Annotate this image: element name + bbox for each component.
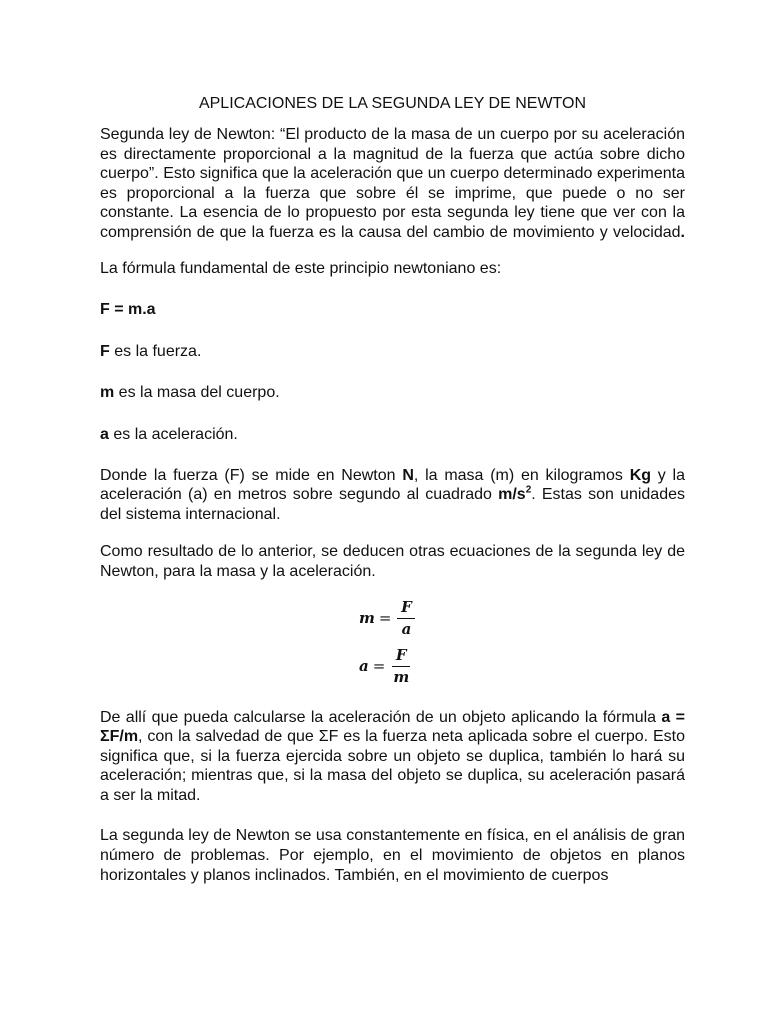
equation-lhs: m [359,608,375,627]
definition-text: es la fuerza. [109,342,202,360]
unit-newton: N [402,466,414,484]
calc-text: De allí que pueda calcularse la aceleración de un objeto aplicando la fórmula [100,708,662,726]
definition-text: es la masa del cuerpo. [114,384,280,402]
equation-fraction [391,646,411,687]
equation-lhs: a [359,656,369,675]
intro-text: Segunda ley de Newton: “El producto de la masa de un cuerpo por su aceleración es directamente proporcional a la magnitud de la fuerza que actúa sobre dicho cuerpo”. Esto significa que la aceleración que un cuerpo determinado experimenta es proporcional a la fuerza que sobre él se imprime, que puede o no ser constante. La esencia de lo propuesto por esta segunda ley tiene que ver con la comprensión de que la fuerza es la causa del cambio de movimiento y velocidad [100,126,685,241]
formula-intro: La fórmula fundamental de este principio newtoniano es: [100,259,502,277]
fraction-bar [392,666,410,667]
usage-paragraph: La segunda ley de Newton se usa constantemente en física, en el análisis de gran número de problemas. Por ejemplo, en el movimiento de objetos en planos horizontales y planos inclinados. También, en el movimiento de cuerpos [100,827,685,884]
definition-symbol: a [100,425,109,443]
units-text: . Estas son unidades del sistema internacional. [100,486,685,523]
units-text: , la masa (m) en kilogramos [413,466,630,484]
units-text: Donde la fuerza (F) se mide en Newton [100,466,403,484]
fraction-denominator: a [401,620,412,638]
definition-a [100,425,685,445]
document-title: APLICACIONES DE LA SEGUNDA LEY DE NEWTON [198,95,587,112]
fraction-numerator: F [395,646,407,664]
equation-equals: = [372,656,386,675]
unit-exponent-value: 2 [525,484,532,496]
fraction-bar [397,618,415,619]
calc-paragraph [100,708,685,806]
equation-fraction [397,598,415,639]
calc-formula: a = ΣF/m [100,708,686,746]
definition-text: es la aceleración. [108,425,238,443]
calc-text: , con la salvedad de que ΣF es la fuerza neta aplicada sobre el cuerpo. Esto significa que, si la fuerza ejercida sobre un objeto se duplica, también lo hará su aceleración; mientras que, si la masa del objeto se duplica, su aceleración pasará a ser la mitad. [100,728,685,804]
derived-equations [359,596,685,690]
fraction-denominator: m [393,668,410,686]
intro-end: . [680,223,685,241]
units-text: y la aceleración (a) en metros sobre segundo al cuadrado [100,466,686,504]
definition-m [100,383,685,403]
unit-kilogram: Kg [629,466,652,484]
equation-equals: = [378,608,392,627]
definition-f [100,342,685,362]
formula-main-line [100,300,685,320]
unit-acceleration: m/s [498,486,526,504]
definition-symbol: F [100,342,110,360]
equation-mass [359,596,685,642]
intro-paragraph [100,125,685,243]
fraction-numerator: F [401,598,412,616]
equation-acceleration [359,644,685,690]
definition-symbol: m [100,384,115,402]
document-page [100,94,685,885]
formula-main: F = m.a [100,301,156,319]
result-paragraph: Como resultado de lo anterior, se deducen otras ecuaciones de la segunda ley de Newton, para la masa y la aceleración. [100,543,685,580]
units-paragraph [100,466,685,525]
